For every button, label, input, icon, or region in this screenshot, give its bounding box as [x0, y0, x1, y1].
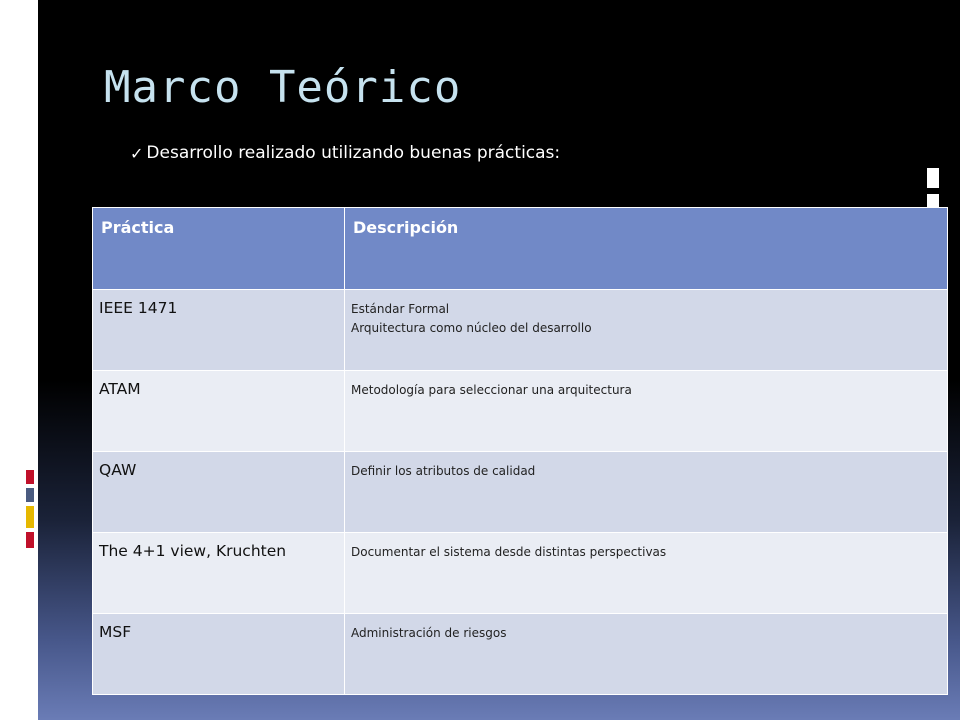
bullet-item [130, 143, 560, 163]
table-row [93, 533, 948, 614]
description-line: Metodología para seleccionar una arquitectura [351, 383, 632, 397]
table-row [93, 452, 948, 533]
description-cell [345, 452, 948, 533]
practice-cell: The 4+1 view, Kruchten [93, 533, 345, 614]
header-description: Descripción [345, 208, 948, 290]
description-cell [345, 533, 948, 614]
header-practice: Práctica [93, 208, 345, 290]
description-cell [345, 290, 948, 371]
table-row [93, 371, 948, 452]
practice-cell: MSF [93, 614, 345, 695]
description-line: Arquitectura como núcleo del desarrollo [351, 321, 592, 336]
description-cell [345, 371, 948, 452]
description-line: Administración de riesgos [351, 626, 507, 640]
description-line: Documentar el sistema desde distintas perspectivas [351, 545, 667, 559]
description-line: Estándar Formal [351, 302, 450, 316]
practice-cell: IEEE 1471 [93, 290, 345, 371]
table-header-row [93, 208, 948, 290]
practice-cell: QAW [93, 452, 345, 533]
checkmark-icon: ✓ [130, 143, 144, 163]
slide-left-margin [0, 0, 38, 720]
table-row [93, 290, 948, 371]
table-row [93, 614, 948, 695]
description-line: Definir los atributos de calidad [351, 464, 536, 478]
decorative-bars-left [26, 470, 34, 548]
practice-cell: ATAM [93, 371, 345, 452]
description-cell [345, 614, 948, 695]
practices-table [92, 207, 948, 695]
bullet-text: Desarrollo realizado utilizando buenas prácticas: [146, 143, 561, 163]
slide-title: Marco Teórico [104, 62, 462, 113]
